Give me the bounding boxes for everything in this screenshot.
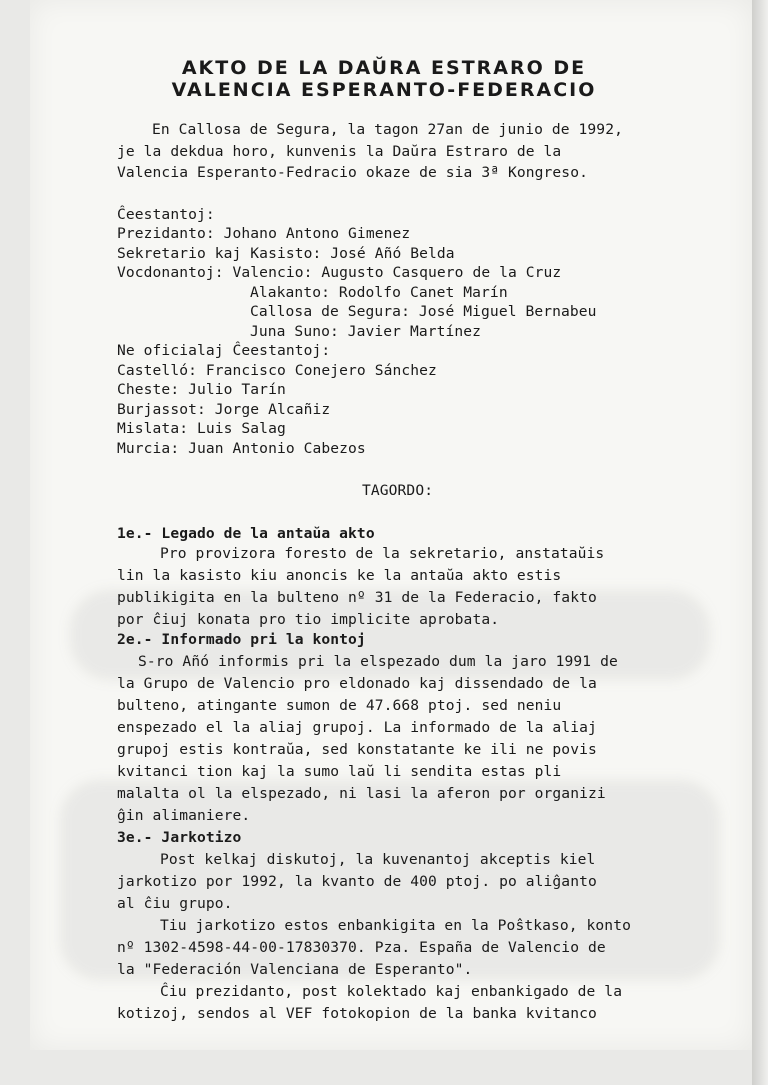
paragraph-line: la "Federación Valenciana de Esperanto".	[117, 961, 473, 978]
title-line-2: VALENCIA ESPERANTO-FEDERACIO	[171, 79, 597, 101]
paragraph-line: enspezado el la aliaj grupoj. La informado de la aliaj	[117, 719, 597, 736]
attendee-line: Alakanto: Rodolfo Canet Marín	[250, 284, 508, 301]
attendee-line: Mislata: Luis Salag	[117, 420, 286, 437]
attendee-line: Juna Suno: Javier Martínez	[250, 323, 482, 340]
attendee-line: Prezidanto: Johano Antono Gimenez	[117, 225, 411, 242]
paragraph-line: Pro provizora foresto de la sekretario, anstataŭis	[160, 545, 605, 562]
intro-line: Valencia Esperanto-Fedracio okaze de sia 3ª Kongreso.	[117, 164, 588, 181]
attendee-line: Cheste: Julio Tarín	[117, 381, 286, 398]
attendee-line: Murcia: Juan Antonio Cabezos	[117, 440, 366, 457]
paragraph-line: la Grupo de Valencio pro eldonado kaj dissendado de la	[117, 675, 597, 692]
paragraph-line: al ĉiu grupo.	[117, 895, 233, 912]
title-line-1: AKTO DE LA DAŬRA ESTRARO DE	[181, 57, 587, 79]
attendee-line: Ne oficialaj Ĉeestantoj:	[117, 342, 331, 359]
agenda-item-heading: 3e.- Jarkotizo	[117, 829, 242, 846]
paragraph-line: por ĉiuj konata pro tio implicite aprobata.	[117, 611, 500, 628]
intro-line: En Callosa de Segura, la tagon 27an de junio de 1992,	[152, 121, 623, 138]
attendees-heading: Ĉeestantoj:	[117, 206, 215, 223]
attendee-line: Vocdonantoj: Valencio: Augusto Casquero de la Cruz	[117, 264, 562, 281]
page-edge	[752, 0, 768, 1085]
paragraph-line: Ĉiu prezidanto, post kolektado kaj enbankigado de la	[160, 983, 623, 1000]
agenda-item-heading: 2e.- Informado pri la kontoj	[117, 631, 366, 648]
paragraph-line: Tiu jarkotizo estos enbankigita en la Poŝtkaso, konto	[160, 917, 631, 934]
paragraph-line: Post kelkaj diskutoj, la kuvenantoj akceptis kiel	[160, 851, 596, 868]
paragraph-line: lin la kasisto kiu anoncis ke la antaŭa akto estis	[117, 567, 562, 584]
attendee-line: Castelló: Francisco Conejero Sánchez	[117, 362, 437, 379]
attendee-line: Burjassot: Jorge Alcañiz	[117, 401, 331, 418]
paragraph-line: grupoj estis kontraŭa, sed konstatante ke ili ne povis	[117, 741, 597, 758]
paragraph-line: ĝin alimaniere.	[117, 807, 251, 824]
paragraph-line: kvitanci tion kaj la sumo laŭ li sendita estas pli	[117, 763, 562, 780]
attendee-line: Callosa de Segura: José Miguel Bernabeu	[250, 303, 597, 320]
attendee-line: Sekretario kaj Kasisto: José Añó Belda	[117, 245, 455, 262]
paragraph-line: jarkotizo por 1992, la kvanto de 400 ptoj. po aliĝanto	[117, 873, 597, 890]
paragraph-line: malalta ol la elspezado, ni lasi la aferon por organizi	[117, 785, 606, 802]
paragraph-line: kotizoj, sendos al VEF fotokopion de la banka kvitanco	[117, 1005, 597, 1022]
agenda-heading: TAGORDO:	[362, 482, 434, 499]
paragraph-line: S-ro Añó informis pri la elspezado dum la jaro 1991 de	[138, 653, 618, 670]
paragraph-line: publikigita en la bulteno nº 31 de la Federacio, fakto	[117, 589, 597, 606]
agenda-item-heading: 1e.- Legado de la antaŭa akto	[117, 525, 375, 542]
paragraph-line: nº 1302-4598-44-00-17830370. Pza. España de Valencio de	[117, 939, 606, 956]
intro-line: je la dekdua horo, kunvenis la Daŭra Estraro de la	[117, 143, 562, 160]
paragraph-line: bulteno, atingante sumon de 47.668 ptoj. sed neniu	[117, 697, 562, 714]
